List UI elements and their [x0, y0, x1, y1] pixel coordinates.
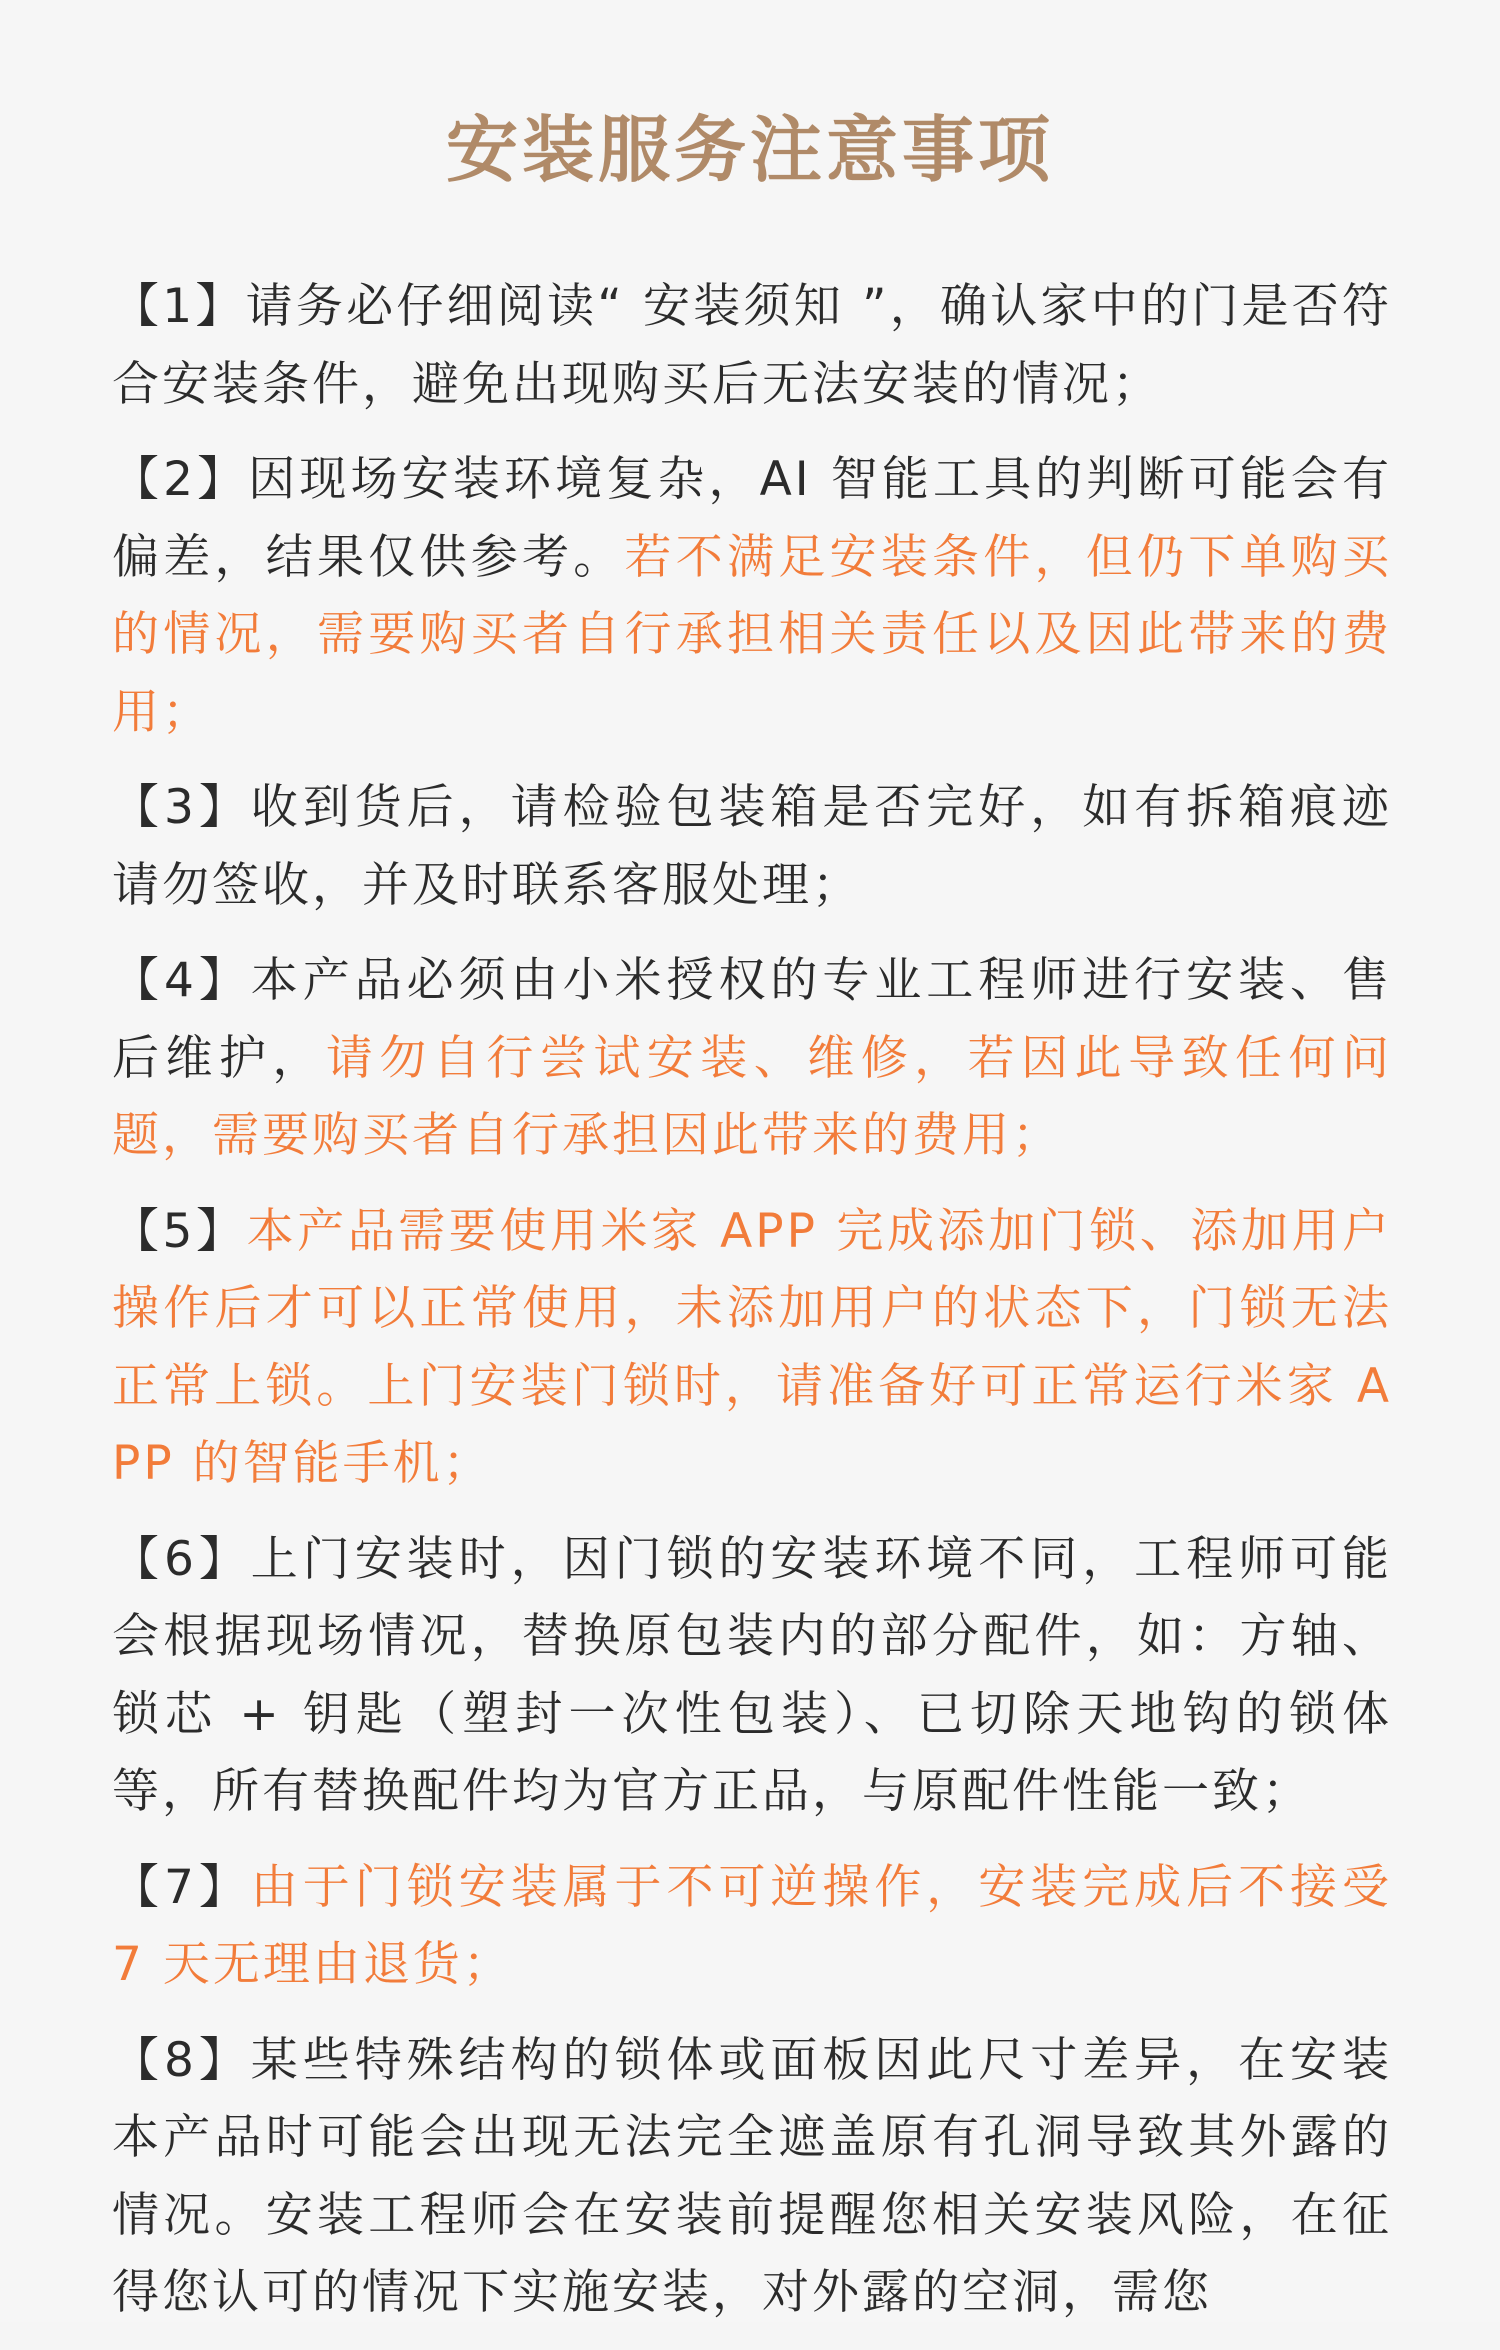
- notice-highlight: 请勿自行尝试安装、维修，若因此导致任何问题，需要购买者自行承担因此带来的费用；: [112, 1030, 1393, 1163]
- notice-item-4: [112, 942, 1392, 1175]
- notice-text: 因现场安装环境复杂，AI 智能工具的判断可能会有偏差，结果仅供参考。: [112, 452, 1392, 585]
- page-title: 安装服务注意事项: [445, 108, 1054, 192]
- notice-marker: 【5】: [112, 1203, 247, 1259]
- notice-text: 请务必仔细阅读“ 安装须知 ”，确认家中的门是否符合安装条件，避免出现购买后无法安装的情况；: [112, 279, 1392, 412]
- notice-text: 某些特殊结构的锁体或面板因此尺寸差异，在安装本产品时可能会出现无法完全遮盖原有孔洞导致其外露的情况。安装工程师会在安装前提醒您相关安装风险，在征得您认可的情况下实施安装，对外露的空洞，需您: [112, 2032, 1393, 2320]
- notice-text: 本产品必须由小米授权的专业工程师进行安装、售后维护，: [112, 953, 1393, 1086]
- notice-item-3: [112, 769, 1392, 924]
- notice-marker: 【7】: [112, 1859, 251, 1915]
- notice-highlight: 由于门锁安装属于不可逆操作，安装完成后不接受 7 天无理由退货；: [112, 1859, 1393, 1992]
- notice-highlight: 本产品需要使用米家 APP 完成添加门锁、添加用户操作后才可以正常使用，未添加用户的状态下，门锁无法正常上锁。上门安装门锁时，请准备好可正常运行米家 APP 的智能手机；: [112, 1203, 1392, 1491]
- notice-item-7: [112, 1849, 1392, 2004]
- notice-marker: 【8】: [112, 2032, 251, 2088]
- notice-item-5: [112, 1193, 1392, 1503]
- notice-marker: 【3】: [112, 780, 251, 835]
- notice-marker: 【1】: [112, 279, 246, 334]
- notice-item-2: [112, 441, 1392, 751]
- notice-list: [112, 268, 1392, 2350]
- notice-marker: 【4】: [112, 953, 251, 1008]
- notice-highlight: 若不满足安装条件，但仍下单购买的情况，需要购买者自行承担相关责任以及因此带来的费用；: [112, 529, 1392, 740]
- notice-text: 上门安装时，因门锁的安装环境不同，工程师可能会根据现场情况，替换原包装内的部分配件，如：方轴、锁芯 + 钥匙（塑封一次性包装）、已切除天地钩的锁体等，所有替换配件均为官方正品，与原配件性能一致；: [112, 1531, 1393, 1819]
- notice-marker: 【6】: [112, 1531, 251, 1587]
- notice-item-8: [112, 2022, 1392, 2332]
- notice-item-1: [112, 268, 1392, 423]
- notice-item-6: [112, 1521, 1392, 1831]
- notice-text: 收到货后，请检验包装箱是否完好，如有拆箱痕迹请勿签收，并及时联系客服处理；: [112, 780, 1393, 913]
- notice-marker: 【2】: [112, 452, 249, 507]
